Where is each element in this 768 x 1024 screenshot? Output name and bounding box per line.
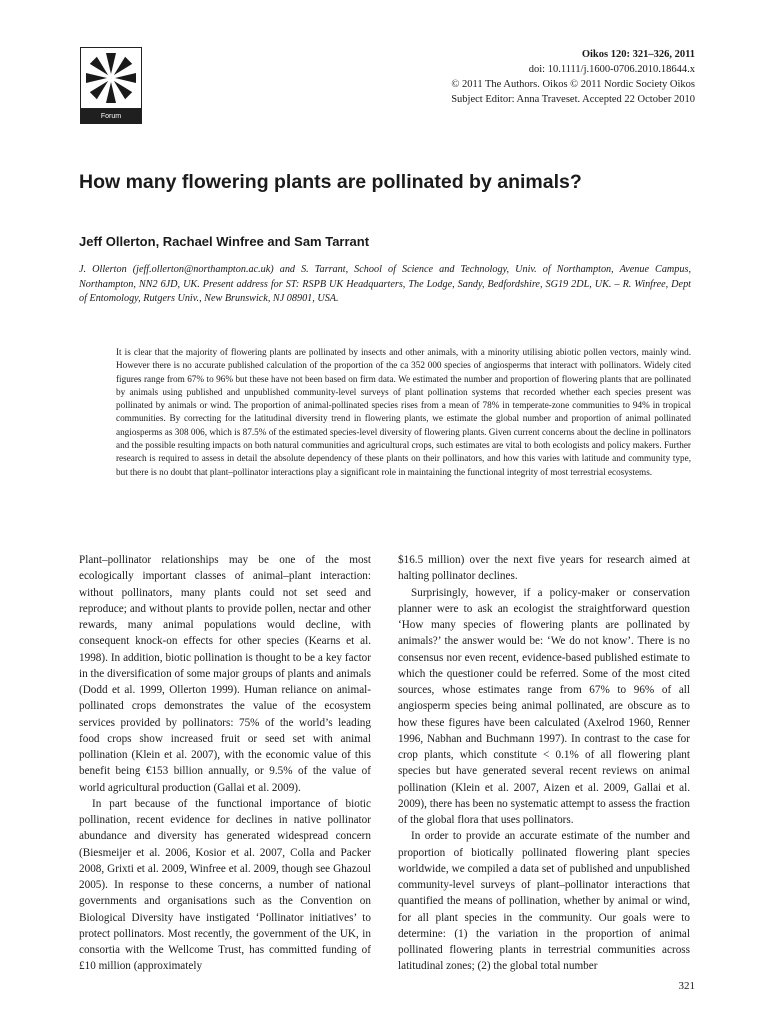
body-column-left [79,552,371,975]
article-title: How many flowering plants are pollinated by animals? [79,171,582,193]
paragraph: In order to provide an accurate estimate of the number and proportion of biotically pollinated flowering plant species worldwide, we compiled a data set of published and unpublished community-level surveys of plant–pollinator interactions that quantified the means of pollination, whether by animal or wind, for all plant species in the community. Our goals were to determine: (1) the variation in the proportion of animal pollinated flowering plants in terrestrial communities across latitudinal zones; (2) the global total number [398,830,690,973]
copyright: © 2011 The Authors. Oikos © 2011 Nordic Society Oikos [451,79,695,90]
journal-reference: Oikos 120: 321–326, 2011 [581,49,695,60]
paragraph: $16.5 million) over the next five years for research aimed at halting pollinator declines. [398,554,690,583]
paragraph: Plant–pollinator relationships may be one of the most ecologically important classes of animal–plant interaction: without pollinators, many plants could not set seed and reproduce; and without plants to provide pollen, nectar and other rewards, many animal populations would decline, with consequent knock-on effects for other species (Kearns et al. 1998). In addition, biotic pollination is thought to be a key factor in the diversification of some major groups of plants and animals (Dodd et al. 1999, Ollerton 1999). Human reliance on animal-pollinated crops demonstrates the value of the ecosystem services provided by pollinators: 75% of the world’s leading food crops show increased fruit or seed set with animal pollination (Klein et al. 2007), with the economic value of this benefit being €153 billion annually, or 9.5% of the value of world agricultural production (Gallai et al. 2009). [79,554,371,794]
forum-badge: Forum [80,109,142,124]
body-column-right [398,552,690,975]
page-number: 321 [678,980,695,992]
author-list: Jeff Ollerton, Rachael Winfree and Sam Tarrant [79,234,370,249]
paragraph: In part because of the functional importance of biotic pollination, recent evidence for declines in native pollinator abundance and diversity has generated widespread concern (Biesmeijer et al. 2006, Kosior et al. 2007, Colla and Packer 2008, Grixti et al. 2009, Winfree et al. 2009, though see Ghazoul 2005). In response to these concerns, a number of national governments and organisations such as the Convention on Biological Diversity have instigated ‘Pollinator initiatives’ to protect pollinators. Most recently, the government of the UK, in consortia with the Wellcome Trust, has committed funding of £10 million (approximately [79,797,371,973]
subject-editor: Subject Editor: Anna Traveset. Accepted 22 October 2010 [451,94,695,105]
abstract: It is clear that the majority of flowering plants are pollinated by insects and other animals, with a minority utilising abiotic pollen vectors, mainly wind. However there is no accurate published calculation of the proportion of the ca 352 000 species of angiosperms that interact with pollinators. Widely cited figures range from 67% to 96% but these have not been based on firm data. We estimated the number and proportion of flowering plants that are pollinated by animals using published and unpublished community-level surveys of plant pollination systems that recorded whether each species present was pollinated by animals or wind. The proportion of animal-pollinated species rises from a mean of 78% in temperate-zone communities to 94% in tropical communities. By correcting for the latitudinal diversity trend in flowering plants, we estimate the global number and proportion of animal pollinated angiosperms as 308 006, which is 87.5% of the estimated species-level diversity of flowering plants. Given current concerns about the decline in pollinators and the possible resulting impacts on both natural communities and agricultural crops, such estimates are vital to both ecologists and policy makers. Further research is required to assess in detail the absolute dependency of these plants on their pollinators, and how this varies with latitude and community type, but there is no doubt that plant–pollinator interactions play a significant role in maintaining the functional integrity of most terrestrial ecosystems. [116,347,691,477]
journal-info [451,47,695,107]
affiliations: J. Ollerton (jeff.ollerton@northampton.ac.uk) and S. Tarrant, School of Science and Technology, Univ. of Northampton, Avenue Campus, Northampton, NN2 6JD, UK. Present address for ST: RSPB UK Headquarters, The Lodge, Sandy, Bedfordshire, SG19 2DL, UK. – R. Winfree, Dept of Entomology, Rutgers Univ., New Brunswick, NJ 08901, USA. [79,264,691,305]
paragraph: Surprisingly, however, if a policy-maker or conservation planner were to ask an ecologist the straightforward question ‘How many species of flowering plants are pollinated by animals?’ the answer would be: ‘We do not know’. There is no consensus nor even recent, evidence-based published estimate to which the questioner could be referred. Some of the most cited sources, whose estimates range from 67% to 96% of all angiosperm species being animal pollinated, are obscure as to how these figures have been calculated (Axelrod 1960, Renner 1996, Nabhan and Buchmann 1997). In contrast to the case for crop plants, which constitute < 0.1% of all flowering plant species but have generated several recent reviews on animal pollination (Klein et al. 2007, Aizen et al. 2009, Gallai et al. 2009), there has been no systematic attempt to assess the fraction of the global flora that uses pollinators. [398,586,690,826]
forum-logo [80,47,142,128]
pinwheel-icon [81,48,141,108]
forum-emblem-icon [80,47,142,109]
doi[interactable]: doi: 10.1111/j.1600-0706.2010.18644.x [528,64,695,75]
